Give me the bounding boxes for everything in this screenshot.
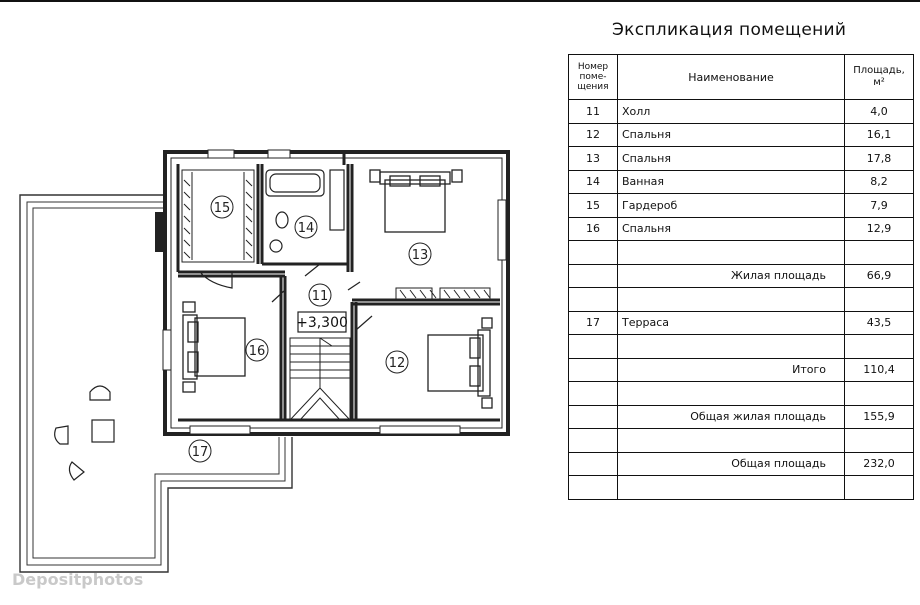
room-number: 11 bbox=[311, 289, 329, 304]
cell-area: 7,9 bbox=[845, 194, 914, 218]
cell-number bbox=[569, 405, 618, 429]
room-number: 13 bbox=[411, 248, 429, 263]
cell-name: Общая площадь bbox=[618, 452, 845, 476]
cell-area: 17,8 bbox=[845, 147, 914, 171]
cell-area: 110,4 bbox=[845, 358, 914, 382]
cell-number bbox=[569, 358, 618, 382]
cell-area bbox=[845, 476, 914, 500]
cell-number bbox=[569, 288, 618, 312]
column-header-name: Наименование bbox=[618, 55, 845, 100]
table-row bbox=[569, 452, 914, 476]
room-number: 16 bbox=[248, 344, 266, 359]
cell-number bbox=[569, 335, 618, 359]
room-number: 15 bbox=[213, 201, 231, 216]
cell-area: 4,0 bbox=[845, 100, 914, 124]
column-header-area: Площадь, м² bbox=[845, 55, 914, 100]
cell-name: Гардероб bbox=[618, 194, 845, 218]
cell-number bbox=[569, 476, 618, 500]
cell-area bbox=[845, 429, 914, 453]
cell-number bbox=[569, 264, 618, 288]
column-header-number: Номер поме-щения bbox=[569, 55, 618, 100]
cell-area bbox=[845, 335, 914, 359]
cell-name bbox=[618, 476, 845, 500]
cell-name: Спальня bbox=[618, 147, 845, 171]
cell-name: Терраса bbox=[618, 311, 845, 335]
cell-name: Жилая площадь bbox=[618, 264, 845, 288]
room-number: 14 bbox=[297, 221, 315, 236]
bathroom-fixtures bbox=[266, 170, 344, 252]
cell-area: 8,2 bbox=[845, 170, 914, 194]
bed-room-12 bbox=[428, 318, 492, 408]
cell-name bbox=[618, 429, 845, 453]
watermark: Depositphotos bbox=[12, 570, 144, 589]
cell-name: Спальня bbox=[618, 217, 845, 241]
table-header-row bbox=[569, 55, 914, 100]
bed-room-16 bbox=[183, 302, 245, 392]
level-mark: +3,300 bbox=[296, 315, 348, 331]
cell-name: Общая жилая площадь bbox=[618, 405, 845, 429]
cell-number: 16 bbox=[569, 217, 618, 241]
explication-title: Экспликация помещений bbox=[612, 20, 847, 40]
table-row bbox=[569, 194, 914, 218]
cell-number: 13 bbox=[569, 147, 618, 171]
cell-area bbox=[845, 288, 914, 312]
cell-area: 16,1 bbox=[845, 123, 914, 147]
table-row bbox=[569, 241, 914, 265]
terrace-furniture bbox=[55, 386, 114, 480]
cell-number: 11 bbox=[569, 100, 618, 124]
cell-name bbox=[618, 382, 845, 406]
table-row bbox=[569, 170, 914, 194]
table-row bbox=[569, 405, 914, 429]
table-row bbox=[569, 429, 914, 453]
cell-number bbox=[569, 382, 618, 406]
bed-room-13 bbox=[370, 170, 462, 232]
cell-area: 66,9 bbox=[845, 264, 914, 288]
table-row bbox=[569, 382, 914, 406]
table-row bbox=[569, 311, 914, 335]
cell-name bbox=[618, 241, 845, 265]
table-row bbox=[569, 147, 914, 171]
explication-body bbox=[569, 100, 914, 500]
table-row bbox=[569, 288, 914, 312]
cell-name: Итого bbox=[618, 358, 845, 382]
cell-number bbox=[569, 452, 618, 476]
cell-area: 232,0 bbox=[845, 452, 914, 476]
table-row bbox=[569, 358, 914, 382]
room-number: 12 bbox=[388, 356, 406, 371]
room-number: 17 bbox=[191, 445, 209, 460]
cell-number: 15 bbox=[569, 194, 618, 218]
cell-number: 14 bbox=[569, 170, 618, 194]
cell-area bbox=[845, 241, 914, 265]
cell-number: 17 bbox=[569, 311, 618, 335]
cell-area: 43,5 bbox=[845, 311, 914, 335]
table-row bbox=[569, 100, 914, 124]
cell-number bbox=[569, 241, 618, 265]
table-row bbox=[569, 476, 914, 500]
terrace-railing-stub bbox=[155, 212, 163, 252]
hall-wardrobe bbox=[396, 288, 490, 300]
explication-table bbox=[568, 54, 914, 500]
cell-area: 12,9 bbox=[845, 217, 914, 241]
cell-number: 12 bbox=[569, 123, 618, 147]
table-row bbox=[569, 217, 914, 241]
table-row bbox=[569, 123, 914, 147]
cell-name bbox=[618, 288, 845, 312]
table-row bbox=[569, 335, 914, 359]
cell-area bbox=[845, 382, 914, 406]
stairs bbox=[290, 338, 350, 420]
cell-number bbox=[569, 429, 618, 453]
cell-name: Спальня bbox=[618, 123, 845, 147]
cell-name: Холл bbox=[618, 100, 845, 124]
cell-name bbox=[618, 335, 845, 359]
cell-area: 155,9 bbox=[845, 405, 914, 429]
table-row bbox=[569, 264, 914, 288]
cell-name: Ванная bbox=[618, 170, 845, 194]
